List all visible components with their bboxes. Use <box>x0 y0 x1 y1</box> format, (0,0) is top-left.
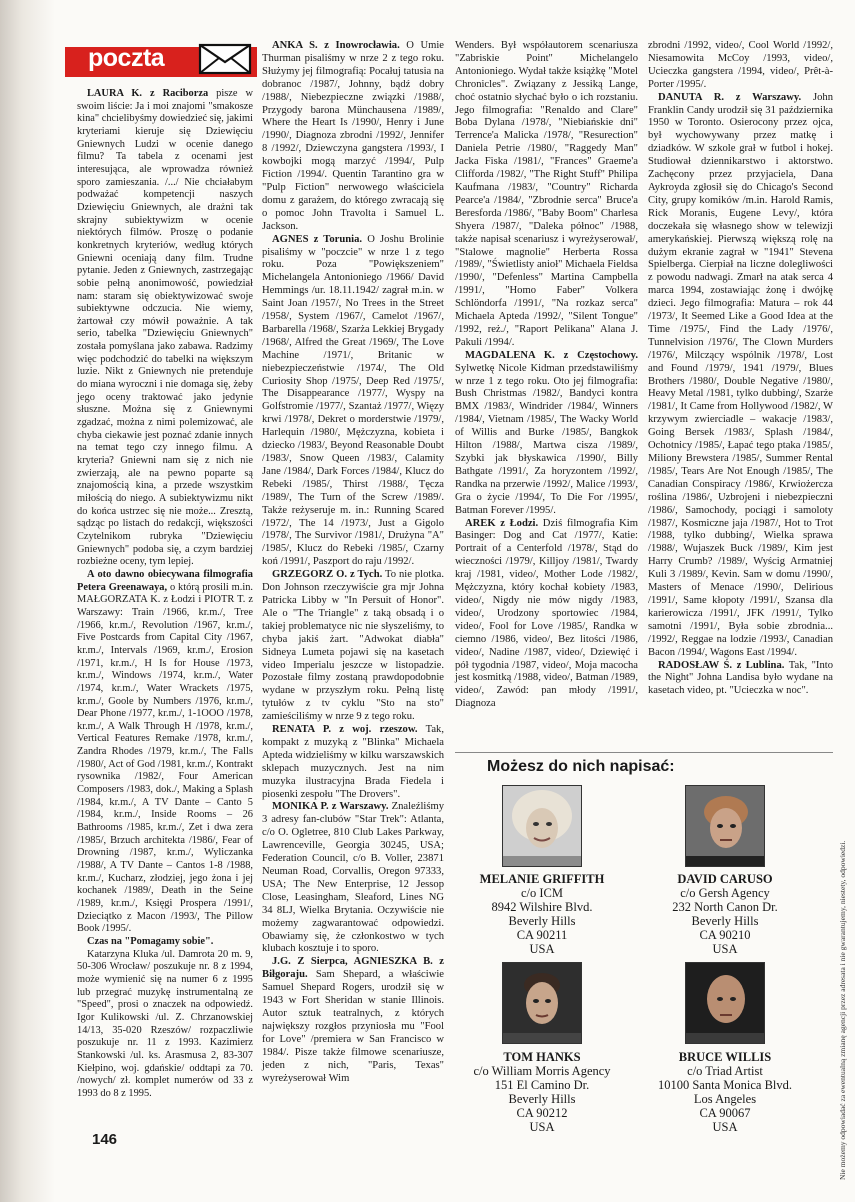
letter-arek: AREK z Łodzi. Dziś filmografia Kim Basinger: Dog and Cat /1977/, Katie: Portrait of a Centerfold /1978/, Stąd do wieczności /1979/, Killjoy /1981/, Twardy kraj /1981, video/, Mother Lode /1982/, Mężczyzna, który kochał kobiety /1983, video/, Nigdy nie mów nigdy /1983, video/, Urodzony sportowiec /1984, video/, Fool for Love /1985/, Randka w ciemno /1986, video/, Bez litości /1986, video/, Nadine /1987, video/, Dziewięć i pół tygodnia /1987, video/, Moja macocha jest kosmitką /1988, video/, Batman /1989, video/, Zawód: pan młody /1991/, Diagnoza <box>455 517 638 710</box>
celebrity-address: BRUCE WILLIS c/o Triad Artist 10100 Santa Monica Blvd. Los Angeles CA 90067 USA <box>645 1050 805 1134</box>
letter-agnes: AGNES z Torunia. O Joshu Brolinie pisaliśmy w "poczcie" w nrze 1 z tego roku. Poza "Powiększeniem" Michelangela Antonioniego /1966/ David Hemmings /ur. 18.11.1942/ zagrał m.in. w Saint Joan /1957/, No Trees in the Street /1958/, System /1967/, Camelot /1967/, Barbarella /1968/, Szarża Lekkiej Brygady /1968/, Alfred the Great /1969/, The Love Machine /1971/, Britanic w niebezpieczeństwie /1974/, The Old Curiosity Shop /1975/, Deep Red /1975/, The Disappearance /1977/, Wyspy na Golfstromie /1977/, Szantaż /1977/, Więzy krwi /1978/, Dekret o morderstwie /1979/, Harlequin /1980/, Mężczyzna, kobieta i dziecko /1983/, Beyond Reasonable Doubt /1983/, Snow Queen /1983/, Calamity Jane /1984/, Dark Forces /1984/, Klucz do Rebeki /1985/, Thirst /1988/, Tęcza /1989/, The Turn of the Screw /1989/. Także reżyseruje m. in.: Running Scared /1972/, The 14 /1973/, Just a Gigolo /1978/, The Survivor /1981/, Drużyna "A" /1985/, Klucz do Rebeki /1985/, Czarny koń /1991/, Paszport do raju /1992/. <box>262 233 444 568</box>
celebrity-address: TOM HANKS c/o William Morris Agency 151 El Camino Dr. Beverly Hills CA 90212 USA <box>462 1050 622 1134</box>
celebrity-photo <box>685 962 765 1044</box>
letter-anka: ANKA S. z Inowrocławia. O Umie Thurman pisaliśmy w nrze 2 z tego roku. Służymy jej filmografią: Pocałuj tatusia na dobranoc /1987/, Johnny, bądź dobry /1988/, Niebezpieczne związki /1988/, Przygody barona Münchausena /1989/, Where the Heart Is /1990/, Henry i June /1990/, Diagnoza zbrodni /1992/, Jennifer 8 /1992/, Dziewczyna gangstera /1993/, I kowbojki mogą marzyć /1994/, Pulp Fiction /1994/. Quentin Tarantino gra w "Pulp Fiction" nerwowego właściciela domu z garażem, do którego zwracają się o pomoc John Travolta i Samuel L. Jackson. <box>262 40 445 232</box>
letter-grzegorz: GRZEGORZ O. z Tych. To nie plotka. Don Johnson rzeczywiście gra mjr Johna Patricka Libby w "In Persuit of Honor". Ale o "The Triangle" z taką obsadą i o takiej problematyce nic nie słyszeliśmy, to chyba jakiś żart. "Adwokat diabła" Sidneya Lumeta pojawi się na kasetach video Imperialu jeszcze w listopadzie. Pozostałe filmy zostaną prawdopodobnie wydane w przyszłym roku. Pełną listę tytułów z tv cyklu "Sto na sto" zamieściliśmy w nrze 9 z tego roku. <box>262 569 444 723</box>
page-number: 146 <box>92 1131 118 1148</box>
letter-text: o którą prosili m.in. MAŁGORZATA K. z Łodzi i PIOTR T. z Warszawy: Train /1966, kr.m./, Tree /1966, kr.m./, Revolution /1967, kr.m./, Five Postcards from Capital City /1967, kr.m./, Intervals /1969, kr.m./, Erosion /1971, kr.m./, H Is for House /1973, kr.m./, Windows /1974, kr.m./, Water /1974, kr.m./, Water Wrackets /1975, kr.m./, Goole by Numbers /1976, kr.m./, Dear Phone /1977, kr.m./, 1-1OOO /1978, kr.m./, A Walk Through H /1978, kr.m./, Vertical Features Remake /1978, kr.m./, Zandra Rhodes /1979, kr.m./, The Falls /1980/, Act of God /1981, kr.m./, Kontrakt rysownika /1982/, Four American Composers /1983, dok./, Making a Splash /1984, kr.m./, A TV Dante – Canto 5 /1984, kr.m./, Inside Rooms – 26 Bathrooms /1985, kr.m./, Zet i dwa zera /1985/, Brzuch architekta /1986/, Fear of Drowning /1987, kr.m./, Wyliczanka /1988/, A TV Dante – Cantos 1-8 /1988, kr.m./, Kucharz, złodziej, jego żona i jej kochanek /1989/, Death in the Seine /1989, kr.m./, Księgi Prospera /1991/, Dzieciątko z Macon /1993/, The Pillow Book /1995/. <box>77 581 253 935</box>
letter-renata: RENATA P. z woj. rzeszow. Tak, kompakt z muzyką z "Blinka" Michaela Apteda widzieliśmy w kilku warszawskich sklepach muzycznych. Jest na nim muzyka ilustracyjna Brada Fiedela i piosenki zespołu "The Drovers". <box>262 724 444 800</box>
column-2 <box>262 40 444 1085</box>
celebrity-address: DAVID CARUSO c/o Gersh Agency 232 North Canon Dr. Beverly Hills CA 90210 USA <box>645 872 805 956</box>
celebrity-name: MELANIE GRIFFITH <box>479 872 605 886</box>
write-to-title: Możesz do nich napisać: <box>487 758 675 775</box>
letter-heading: A oto dawno obiecywana filmografia Petera Greenawaya, <box>77 568 253 593</box>
letter-magdalena: MAGDALENA K. z Częstochowy. Sylwetkę Nicole Kidman przedstawiliśmy w nrze 1 z tego roku. Oto jej filmografia: Bush Christmas /1982/, Bandyci kontra BMX /1983/, Windrider /1984/, Winners /1984/, Vietnam /1985/, The Wacky World of Willis and Burke /1985/, Bangkok Hilton /1988/, Martwa cisza /1989/, Szybki jak błyskawica /1990/, Billy Bathgate /1991/, Za horyzontem /1992/, Randka na przerwie /1992/, Malice /1993/, Gra o życie /1994/, To Die For /1995/, Batman Forever /1995/. <box>455 349 638 516</box>
column-1 <box>77 88 253 1101</box>
celebrity-address: MELANIE GRIFFITH c/o ICM 8942 Wilshire Blvd. Beverly Hills CA 90211 USA <box>462 872 622 956</box>
side-note: Nie możemy odpowiadać za ewentualną zmianę agencji przez adresata i nie gwarantujemy, niestety, odpowiedzi. <box>838 840 847 1180</box>
column-4 <box>648 40 833 698</box>
section-title: poczta <box>88 44 165 72</box>
divider <box>455 752 833 753</box>
celebrity-photo <box>685 785 765 867</box>
page-edge-shadow <box>0 0 55 1202</box>
celebrity-photo <box>502 962 582 1044</box>
letter-radoslaw: RADOSŁAW Ś. z Lublina. Tak, "Into the Night" Johna Landisa było wydane na kasetach video, pt. "Ucieczka w noc". <box>648 659 833 697</box>
letter-text: pisze w swoim liście: Ja i moi znajomi "smakosze kina" chcielibyśmy dowiedzieć się, jakimi kryteriami kieruje się Dziewięciu Gniewnych Ludzi w ocenie danego filmu? Ta tabela z ocenami jest interesująca, ale wprowadza również sporo zamieszania. /.../ Nie chciałabym podważać kompetencji naszych Dziewięciu Gniewnych, ale drażni tak skrajny subiektywizm w ocenie niektórych filmów. Proszę o podanie konkretnych kryteriów, według których Gniewni oceniają dany film. Trudne pytanie. Jeden z Gniewnych, zastrzegając sobie pełną anonimowość, powiedział nam: staram się obiektywizować swoje subiektywne odczucia. Nie wiemy, żartował czy mówił poważnie. A tak serio, tabelka "Dziewięciu Gniewnych" została pomyślana jako zabawa. Radzimy więc podchodzić do tabelki na większym luzie. Nikt z Gniewnych nie pretenduje do miana wyroczni i nie domaga się, żeby jego oceny traktować jako jedynie słuszne. Można się z Gniewnymi zgadzać, można z nimi polemizować, ale chyba ciekawie jest poznać zdanie innych na temat tego czy innego filmu. A kryteria? Gniewni nam się z nich nie zwierzają, ale na pewno poparte są znajomością kina, a przede wszystkim miłością do niego. A subiektywizmu nikt do końca ustrzec się nie może... Zresztą, sądząc po listach do redakcji, większości Czytelnikom rubryka "Dziewięciu Gniewnych" podoba się, a czym bardziej rozbieżne oceny, tym lepiej. <box>77 88 253 568</box>
greenaway-filmography <box>77 569 253 936</box>
letter-jg-agnieszka: J.G. Z Sierpca, AGNIESZKA B. z Biłgoraju. Sam Shepard, a właściwie Samuel Shepard Rogers, urodził się w 1943 w Fort Sheridan w stanie Illinois. Autor sztuk teatralnych, z których największy rozgłos przyniosła mu "Fool for Love" /premiera w San Francisco w 1984/. Pisze także filmowe scenariusze, jeden z nich, "Paris, Texas" wyreżyserował Wim <box>262 956 444 1084</box>
shepard-continued: Wenders. Był współautorem scenariusza "Zabriskie Point" Michelangelo Antonioniego. Wydał także książkę "Motel Chronicles". Związany z Jessiką Lange, choć ostatnio słychać było o ich rozstaniu. Jego filmografia: "Renaldo and Clare" Boba Dylana /1978/, "Niebiańskie dni" Terrence'a Malicka /1978/, "Resurection" Daniela Petrie /1980/, "Raggedy Man" Jacka Fiska /1981/, "Frances" Graeme'a Clifforda /1982/, "The Right Stuff" Philipa Kaufmana /1983/, "Country" Richarda Pearce'a /1984/, "Zbrodnie serca" Bruce'a Beresforda /1986/, "Baby Boom" Charlesa Shyera /1987/, "Daleka północ" /1988, także napisał scenariusz i wyreżyserował/, "Stalowe magnolie" Herberta Rossa /1989/, "Świetlisty anioł" Michaela Fieldsa /1990/, "Defenless" Martina Campbella /1991/, "Homo Faber" Volkera Schlöndorfa /1991/, "Na rozkaz serca" Michaela Apteda /1992/, "Silent Tongue" /1992, reż./, "Raport Pelikana" Alana J. Pakuli /1994/. <box>455 40 638 348</box>
celebrity-photo <box>502 785 582 867</box>
pomagamy-sobie-text: Katarzyna Kluka /ul. Damrota 20 m. 9, 50-306 Wrocław/ poszukuje nr. 8 z 1994, może wymienić się na numer 6 z 1995 lub przegrać muzykę instrumentalną ze "Speed", prosi o znaczek na odpowiedź. Igor Kulikowski /ul. Z. Chrzanowskiej 14/13, 35-020 Rzeszów/ rozpaczliwie poszukuje nr. 11 z 1993. Kazimierz Stankowski /ul. ks. Arasmusa 2, 83-307 Kiełpino, woj. gdańskie/ oddtapi za 70. /nowych/ zł. komplet numerów od 33 z 1993 do 8 z 1995. <box>77 948 253 1099</box>
celebrity-name: BRUCE WILLIS <box>678 1050 772 1064</box>
pomagamy-sobie-heading: Czas na "Pomagamy sobie". <box>87 935 214 947</box>
letter-monika: MONIKA P. z Warszawy. Znaleźliśmy 3 adresy fan-clubów "Star Trek": Atlanta, c/o O. Ogletree, 810 Club Lakes Parkway, Lawrenceville, Georgia 30245, USA; Federation Council, c/o B. Voller, 23871 Neuman Road, Corvallis, Oregon 97333, USA; The New Enterprise, 12 Jessop Close, Leasingham, Sleaford, Lines NG 34 8LJ, Wielka Brytania. Oczywiście nie możemy zagwarantować odpowiedzi. Obawiamy się, że członkostwo w tych klubach kosztuje i to sporo. <box>262 801 445 955</box>
letter-danuta: DANUTA R. z Warszawy. John Franklin Candy urodził się 31 października 1950 w Toronto. Osierocony przez ojca, był wychowywany przez matkę i dziadków. W szkole grał w futbol i hokej. Studiował dziennikarstwo i aktorstwo. Zachęcony przez przyjaciela, Dana Aykroyda zgłosił się do Chicago's Second City, grupy komików /m.in. Harold Ramis, Rick Moranis, Eugene Levy/, która doczekała się własnego show w telewizji amerykańskiej. Pierwszą większą rolę na dużym ekranie zagrał w "1941" Stevena Spielberga. Cierpiał na liczne dolegliwości z powodu nadwagi. Zmarł na atak serca 4 marca 1994, zostawiając żonę i dwójkę dzieci. Jego filmografia: Matura – rok 44 /1973/, It Seemed Like a Good Idea at the Time /1975/, Find the Lady /1976/, Tunnelvision /1976/, The Clown Murders /1976/, Milczący wspólnik /1978/, Lost and Found /1979/, 1941 /1979/, Blues Brothers /1980/, Double Negative /1980/, Heavy Metal /1981, tylko dubbing/, Szarże /1981/, It Came from Hollywood /1982/, W krzywym zwierciadle – wakacje /1983/, Going Bersek /1983/, Splash /1984/, Ochotnicy /1985/, Łapać tego ptaka /1985/, Miliony Brewstera /1985/, Summer Rental /1985/, Tears Are Not Enough /1985/, The Canadian Conspiracy /1986/, Krwiożercza roślina /1986/, Uzbrojeni i niebezpieczni /1986/, Samochody, pociągi i samoloty /1987/, Kosmiczne jaja /1987/, Hot to Trot /1988, tylko dubbing/, Wielka sprawa /1988/, Wujaszek Buck /1989/, Kim jest Harry Crumb? /1989/, Wyścig Armatniej Kuli 3 /1989/, Kevin. Sam w domu /1990/, Masters of Menace /1990/, Delirious /1991/, Same kłopoty /1991/, Szansa dla karierowicza /1991/, JFK /1991/, Tylko samotni /1991/, Była sobie zbrodnia... /1992/, Reggae na lodzie /1993/, Canadian Bacon /1994/, Wagons East /1994/. <box>648 91 834 658</box>
letter-sender: LAURA K. z Raciborza <box>87 88 209 99</box>
celebrity-name: DAVID CARUSO <box>677 872 773 886</box>
basinger-continued: zbrodni /1992, video/, Cool World /1992/, Niesamowita McCoy /1993, video/, Ucieczka gangstera /1994, video/, Prêt-à-Porter /1995/. <box>648 40 833 90</box>
envelope-icon <box>198 42 252 76</box>
letter-laura <box>77 88 253 569</box>
celebrity-name: TOM HANKS <box>503 1050 581 1064</box>
column-3 <box>455 40 638 711</box>
